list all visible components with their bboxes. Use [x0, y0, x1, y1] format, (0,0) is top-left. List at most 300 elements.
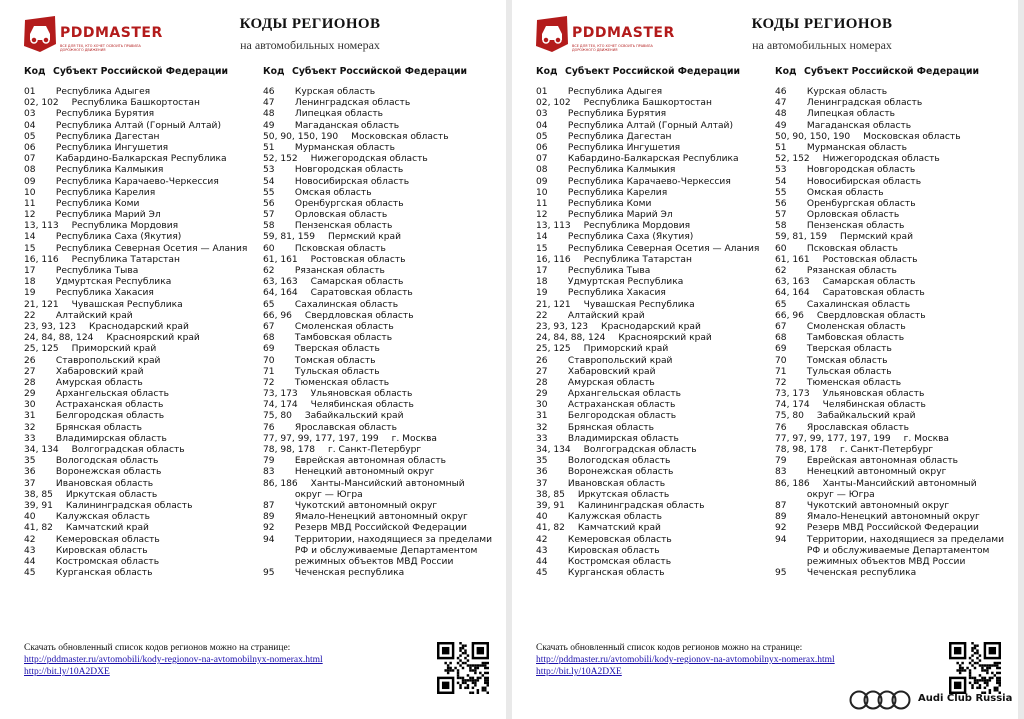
region-code: 65	[263, 299, 275, 310]
region-name: Липецкая область	[806, 109, 896, 120]
region-row	[24, 188, 247, 199]
region-row	[775, 143, 1004, 154]
region-row	[263, 411, 492, 422]
region-name: Приморский край	[71, 344, 157, 355]
region-row	[775, 132, 1004, 143]
region-code: 42	[24, 534, 36, 545]
region-code: 86, 186	[775, 478, 810, 489]
region-row	[263, 490, 492, 501]
region-name: Омская область	[806, 187, 884, 198]
region-code: 29	[24, 389, 36, 400]
pddmaster-link[interactable]: http://pddmaster.ru/avtomobili/kody-regionov-na-avtomobilnyx-nomerax.html	[24, 655, 323, 665]
header-code: Код	[24, 66, 46, 77]
region-row	[536, 266, 759, 277]
region-row	[775, 177, 1004, 188]
region-row	[263, 400, 492, 411]
region-row	[24, 411, 247, 422]
region-code: 02, 102	[24, 98, 59, 109]
region-name: Астраханская область	[567, 400, 676, 411]
region-row	[536, 445, 759, 456]
region-name: Кабардино-Балкарская Республика	[567, 154, 739, 165]
region-name: Республика Марий Эл	[567, 210, 673, 221]
region-code: 59, 81, 159	[775, 232, 828, 243]
region-name: Воронежская область	[55, 467, 162, 478]
region-name: Резерв МВД Российской Федерации	[806, 523, 979, 534]
region-code: 12	[536, 210, 548, 221]
region-row	[24, 221, 247, 232]
region-code: 04	[536, 120, 548, 131]
region-row	[24, 165, 247, 176]
region-code: 66, 96	[263, 310, 292, 321]
region-code: 78, 98, 178	[775, 445, 828, 455]
region-row	[24, 512, 247, 523]
region-code: 56	[775, 198, 787, 209]
region-name: Ярославская область	[294, 422, 397, 433]
region-code: 39, 91	[536, 500, 565, 511]
region-code: 94	[775, 534, 787, 545]
region-row	[263, 109, 492, 120]
region-code: 43	[536, 545, 548, 556]
region-name: г. Санкт-Петербург	[839, 445, 934, 455]
region-code: 22	[24, 310, 36, 321]
region-name: Белгородская область	[567, 411, 677, 422]
region-row	[775, 154, 1004, 165]
region-name: Республика Башкортостан	[583, 98, 712, 109]
region-name: Пензенская область	[806, 221, 905, 232]
pddmaster-link[interactable]: http://pddmaster.ru/avtomobili/kody-regionov-na-avtomobilnyx-nomerax.html	[536, 655, 835, 665]
region-name: Ивановская область	[55, 478, 154, 489]
region-row	[536, 501, 759, 512]
region-row	[24, 311, 247, 322]
region-code: 26	[24, 355, 36, 366]
region-row	[775, 109, 1004, 120]
region-code: 63, 163	[263, 277, 298, 288]
region-name: Вологодская область	[567, 456, 671, 467]
region-code: 09	[24, 176, 36, 187]
region-name: Республика Адыгея	[567, 87, 663, 97]
pddmaster-logo	[22, 14, 162, 58]
region-code: 68	[775, 333, 787, 344]
region-code: 05	[536, 131, 548, 142]
region-row	[263, 378, 492, 389]
region-name: Ленинградская область	[806, 98, 923, 109]
region-row	[536, 333, 759, 344]
region-name: округ — Югра	[294, 489, 363, 500]
region-code: 11	[536, 198, 548, 209]
region-row	[24, 154, 247, 165]
region-code: 87	[263, 500, 275, 511]
region-name: Архангельская область	[55, 389, 169, 400]
region-code: 26	[536, 355, 548, 366]
region-code: 30	[24, 400, 36, 411]
region-name: Кировская область	[55, 545, 148, 556]
region-name: г. Санкт-Петербург	[327, 445, 422, 455]
region-row	[263, 546, 492, 557]
region-name: Ямало-Ненецкий автономный округ	[294, 512, 468, 523]
region-row	[24, 255, 247, 266]
region-row	[263, 333, 492, 344]
region-name: Территории, находящиеся за пределами	[806, 534, 1005, 545]
region-code: 07	[536, 154, 548, 165]
region-row	[24, 143, 247, 154]
region-code: 54	[263, 176, 275, 187]
region-code: 52, 152	[775, 154, 810, 165]
region-row	[775, 98, 1004, 109]
region-name: Псковская область	[294, 243, 386, 254]
region-name: Республика Бурятия	[567, 109, 667, 120]
region-code: 32	[536, 422, 548, 433]
region-code: 71	[775, 366, 787, 377]
region-code: 07	[24, 154, 36, 165]
region-row	[263, 244, 492, 255]
region-name: Магаданская область	[806, 120, 912, 131]
region-row	[24, 199, 247, 210]
region-row	[24, 244, 247, 255]
region-name: Тульская область	[294, 366, 380, 377]
region-name: Республика Татарстан	[583, 254, 692, 265]
watermark-text: Audi Club Russia	[918, 693, 1013, 704]
short-link[interactable]: http://bit.ly/10A2DXE	[536, 667, 622, 677]
page-title: КОДЫ РЕГИОНОВ	[751, 16, 893, 32]
region-row	[24, 445, 247, 456]
logo-wordmark: PDDMASTER	[60, 25, 163, 41]
region-name: Ямало-Ненецкий автономный округ	[806, 512, 980, 523]
region-name: Смоленская область	[806, 321, 906, 332]
region-row	[263, 434, 492, 445]
region-code: 70	[775, 355, 787, 366]
region-code: 01	[24, 87, 36, 97]
region-name: режимных объектов МВД России	[806, 556, 966, 567]
region-name: Кемеровская область	[567, 534, 672, 545]
region-row	[263, 154, 492, 165]
region-name: РФ и обслуживаемые Департаментом	[294, 545, 478, 556]
region-row	[263, 445, 492, 456]
region-row	[536, 490, 759, 501]
region-row	[24, 132, 247, 143]
region-row	[536, 479, 759, 490]
region-row	[24, 479, 247, 490]
region-row	[263, 322, 492, 333]
region-name: Амурская область	[567, 377, 655, 388]
region-code: 62	[775, 266, 787, 276]
region-row	[263, 210, 492, 221]
logo-wordmark: PDDMASTER	[572, 25, 675, 41]
region-row	[775, 367, 1004, 378]
region-name: Московская область	[351, 131, 449, 142]
region-row	[536, 154, 759, 165]
region-row	[775, 277, 1004, 288]
region-row	[775, 300, 1004, 311]
region-row	[536, 467, 759, 478]
region-name: Владимирская область	[55, 433, 167, 444]
region-name: Еврейская автономная область	[294, 456, 446, 467]
region-code: 15	[24, 243, 36, 254]
region-code: 67	[263, 321, 275, 332]
region-code: 45	[536, 568, 548, 579]
region-code: 95	[263, 568, 275, 579]
region-code: 78, 98, 178	[263, 445, 316, 455]
region-name: Пермский край	[839, 232, 914, 243]
region-name: Мурманская область	[806, 142, 907, 153]
pddmaster-logo	[534, 14, 674, 58]
region-name: Тамбовская область	[806, 333, 905, 344]
region-row	[536, 87, 759, 98]
region-row	[536, 311, 759, 322]
region-row	[775, 546, 1004, 557]
region-code: 29	[536, 389, 548, 400]
region-code: 38, 85	[24, 489, 53, 500]
region-row	[24, 87, 247, 98]
region-name: Ростовская область	[310, 254, 406, 265]
region-row	[775, 188, 1004, 199]
region-code: 37	[536, 478, 548, 489]
region-name: Тульская область	[806, 366, 892, 377]
region-name: Республика Ингушетия	[567, 142, 681, 153]
car-shield-icon	[22, 14, 58, 54]
region-name: Ярославская область	[806, 422, 909, 433]
region-row	[775, 121, 1004, 132]
region-code: 49	[775, 120, 787, 131]
region-code: 16, 116	[536, 254, 571, 265]
region-row	[24, 378, 247, 389]
region-name: Липецкая область	[294, 109, 384, 120]
region-row	[536, 557, 759, 568]
region-code: 02, 102	[536, 98, 571, 109]
region-name: Республика Северная Осетия — Алания	[55, 243, 248, 254]
region-row	[775, 87, 1004, 98]
region-name: Саратовская область	[822, 288, 925, 299]
region-name: Республика Калмыкия	[567, 165, 676, 176]
region-name: Волгоградская область	[583, 445, 697, 455]
region-code: 09	[536, 176, 548, 187]
region-code: 15	[536, 243, 548, 254]
region-name: Удмуртская Республика	[55, 277, 172, 288]
region-row	[263, 232, 492, 243]
region-row	[263, 98, 492, 109]
region-row	[775, 501, 1004, 512]
region-row	[775, 535, 1004, 546]
region-row	[775, 210, 1004, 221]
region-code: 59, 81, 159	[263, 232, 316, 243]
region-code: 69	[263, 344, 275, 355]
region-code: 53	[263, 165, 275, 176]
region-name: Новосибирская область	[294, 176, 410, 187]
region-code: 48	[263, 109, 275, 120]
region-code: 13, 113	[24, 221, 59, 232]
region-code: 53	[775, 165, 787, 176]
region-code: 23, 93, 123	[24, 321, 77, 332]
region-row	[536, 344, 759, 355]
region-code: 51	[775, 142, 787, 153]
region-row	[536, 456, 759, 467]
region-row	[263, 389, 492, 400]
region-code: 57	[775, 210, 787, 221]
region-name: Томская область	[806, 355, 888, 366]
region-row	[24, 568, 247, 579]
region-code: 25, 125	[536, 344, 571, 355]
region-name: Ханты-Мансийский автономный	[310, 478, 465, 489]
region-code: 37	[24, 478, 36, 489]
region-code: 75, 80	[263, 411, 292, 422]
region-row	[263, 277, 492, 288]
region-code: 72	[263, 377, 275, 388]
region-name: Кемеровская область	[55, 534, 160, 545]
qr-code-icon	[437, 642, 489, 694]
region-name: РФ и обслуживаемые Департаментом	[806, 545, 990, 556]
region-row	[263, 221, 492, 232]
header-code: Код	[536, 66, 558, 77]
region-code: 60	[263, 243, 275, 254]
region-row	[775, 244, 1004, 255]
region-row	[24, 490, 247, 501]
region-row	[775, 266, 1004, 277]
region-row	[263, 512, 492, 523]
region-row	[536, 356, 759, 367]
region-code: 73, 173	[775, 389, 810, 400]
region-name: Мурманская область	[294, 142, 395, 153]
region-name: Удмуртская Республика	[567, 277, 684, 288]
region-row	[536, 177, 759, 188]
region-code: 55	[775, 187, 787, 198]
region-code: 89	[775, 512, 787, 523]
region-code: 68	[263, 333, 275, 344]
region-code: 87	[775, 500, 787, 511]
region-name: Резерв МВД Российской Федерации	[294, 523, 467, 534]
region-row	[775, 221, 1004, 232]
region-name: округ — Югра	[806, 489, 875, 500]
region-row	[536, 143, 759, 154]
region-name: Ненецкий автономный округ	[806, 467, 947, 478]
region-name: Хабаровский край	[567, 366, 656, 377]
region-name: Амурская область	[55, 377, 143, 388]
region-name: Омская область	[294, 187, 372, 198]
region-row	[24, 434, 247, 445]
header-subject: Субъект Российской Федерации	[565, 66, 740, 77]
footer	[536, 642, 866, 678]
region-row	[24, 177, 247, 188]
region-name: Республика Северная Осетия — Алания	[567, 243, 760, 254]
region-name: Нижегородская область	[822, 154, 940, 165]
region-code: 46	[263, 87, 275, 97]
region-name: г. Москва	[903, 433, 950, 444]
region-row	[775, 322, 1004, 333]
region-name: Краснодарский край	[600, 321, 701, 332]
region-name: Камчатский край	[577, 523, 661, 534]
region-name: Республика Мордовия	[71, 221, 179, 232]
region-row	[24, 423, 247, 434]
region-code: 41, 82	[24, 523, 53, 534]
region-row	[24, 546, 247, 557]
region-name: Брянская область	[567, 422, 654, 433]
region-row	[263, 501, 492, 512]
region-row	[775, 423, 1004, 434]
region-code: 39, 91	[24, 500, 53, 511]
region-row	[536, 400, 759, 411]
region-row	[775, 445, 1004, 456]
region-code: 83	[775, 467, 787, 478]
region-code: 94	[263, 534, 275, 545]
region-row	[536, 300, 759, 311]
region-row	[24, 300, 247, 311]
region-name: Еврейская автономная область	[806, 456, 958, 467]
region-list-col2	[263, 87, 492, 579]
region-code: 63, 163	[775, 277, 810, 288]
region-name: Владимирская область	[567, 433, 679, 444]
region-row	[24, 501, 247, 512]
region-name: Московская область	[863, 131, 961, 142]
region-code: 27	[24, 366, 36, 377]
region-row	[536, 121, 759, 132]
region-row	[24, 109, 247, 120]
region-row	[24, 367, 247, 378]
region-code: 92	[775, 523, 787, 534]
region-name: Оренбургская область	[806, 198, 916, 209]
region-code: 28	[536, 377, 548, 388]
region-name: Оренбургская область	[294, 198, 404, 209]
region-code: 40	[24, 512, 36, 523]
region-row	[536, 199, 759, 210]
region-code: 25, 125	[24, 344, 59, 355]
region-code: 14	[24, 232, 36, 243]
region-name: Республика Башкортостан	[71, 98, 200, 109]
region-name: Пензенская область	[294, 221, 393, 232]
region-code: 73, 173	[263, 389, 298, 400]
region-row	[263, 367, 492, 378]
region-name: Республика Карелия	[55, 187, 156, 198]
region-row	[775, 378, 1004, 389]
header-subject: Субъект Российской Федерации	[804, 66, 979, 77]
region-code: 89	[263, 512, 275, 523]
region-name: Новосибирская область	[806, 176, 922, 187]
header-subject: Субъект Российской Федерации	[292, 66, 467, 77]
region-code: 60	[775, 243, 787, 254]
region-name: Республика Марий Эл	[55, 210, 161, 221]
region-row	[536, 423, 759, 434]
region-code: 35	[536, 456, 548, 467]
region-code: 70	[263, 355, 275, 366]
region-name: Забайкальский край	[816, 411, 916, 422]
region-row	[263, 356, 492, 367]
region-row	[775, 199, 1004, 210]
region-code: 77, 97, 99, 177, 197, 199	[775, 433, 891, 444]
logo-tagline: ВСЕ ДЛЯ ТЕХ, КТО ХОЧЕТ ОСВОИТЬ ПРАВИЛА ДОРОЖНОГО ДВИЖЕНИЯ	[572, 44, 653, 52]
region-name: Смоленская область	[294, 321, 394, 332]
region-row	[263, 344, 492, 355]
footer-text: Скачать обновленный список кодов регионов можно на странице:	[24, 643, 291, 653]
region-code: 17	[536, 266, 548, 276]
region-name: Тюменская область	[294, 377, 390, 388]
region-name: Новгородская область	[806, 165, 916, 176]
region-name: Ивановская область	[567, 478, 666, 489]
region-name: Вологодская область	[55, 456, 159, 467]
region-row	[24, 467, 247, 478]
region-row	[263, 523, 492, 534]
region-name: Курская область	[806, 87, 888, 97]
region-code: 62	[263, 266, 275, 276]
region-name: Ставропольский край	[567, 355, 673, 366]
region-code: 65	[775, 299, 787, 310]
region-row	[775, 288, 1004, 299]
region-row	[24, 98, 247, 109]
region-row	[775, 389, 1004, 400]
region-name: Республика Саха (Якутия)	[567, 232, 694, 243]
region-row	[24, 344, 247, 355]
region-name: Орловская область	[294, 210, 388, 221]
region-code: 03	[536, 109, 548, 120]
region-name: Территории, находящиеся за пределами	[294, 534, 493, 545]
region-row	[536, 221, 759, 232]
short-link[interactable]: http://bit.ly/10A2DXE	[24, 667, 110, 677]
